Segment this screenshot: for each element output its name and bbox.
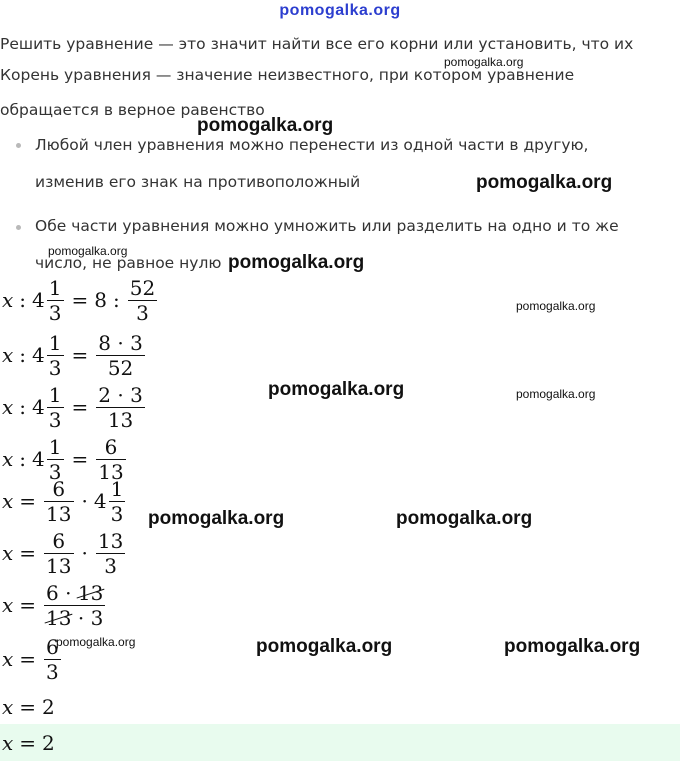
watermark: pomogalka.org	[256, 636, 393, 657]
intro-line-2: Корень уравнения — значение неизвестного, при котором уравнение	[0, 66, 575, 84]
site-logo[interactable]: pomogalka.org	[279, 2, 401, 19]
equation-step-2: x : 4 $\frac{1}{3}$ = $\frac{8 \cdot 3}{52}$	[2, 330, 143, 380]
equation-step-7: x = $\frac{6 \cdot 13}{13 \cdot 3}$	[2, 580, 104, 630]
equation-step-4: x : 4 $\frac{1}{3}$ = $\frac{6}{13}$	[2, 434, 124, 484]
watermark: pomogalka.org	[444, 55, 524, 69]
equation-step-8: x = $\frac{6}{3}$	[2, 634, 59, 684]
bullet-icon	[16, 225, 21, 230]
rule-line: изменив его знак на противоположный	[35, 173, 361, 191]
equation-step-9: x = 2	[2, 695, 55, 719]
watermark: pomogalka.org	[476, 172, 613, 193]
equation-step-3: x : 4 $\frac{1}{3}$ = $\frac{2 \cdot 3}{13}$	[2, 382, 143, 432]
bullet-icon	[16, 143, 21, 148]
rule-line: Обе части уравнения можно умножить или разделить на одно и то же	[35, 217, 619, 235]
watermark: pomogalka.org	[197, 115, 334, 136]
watermark: pomogalka.org	[396, 508, 533, 529]
rule-line: Любой член уравнения можно перенести из одной части в другую,	[35, 136, 589, 154]
final-answer: x = 2	[2, 731, 55, 755]
equation-step-6: x = $\frac{6}{13}$ · $\frac{13}{3}$	[2, 528, 124, 578]
equation-step-5: x = $\frac{6}{13}$ · 4 $\frac{1}{3}$	[2, 476, 124, 526]
watermark: pomogalka.org	[504, 636, 641, 657]
cancelled-13: 13	[46, 605, 72, 630]
answer-highlight	[0, 724, 680, 761]
watermark: pomogalka.org	[228, 252, 365, 273]
watermark: pomogalka.org	[48, 244, 128, 258]
watermark: pomogalka.org	[148, 508, 285, 529]
watermark: pomogalka.org	[516, 387, 596, 401]
watermark: pomogalka.org	[268, 379, 405, 400]
equation-step-1: x : 4 $\frac{1}{3}$ = 8 : $\frac{52}{3}$	[2, 275, 156, 325]
watermark: pomogalka.org	[56, 635, 136, 649]
rule-line: число, не равное нулю	[35, 254, 222, 272]
cancelled-13: 13	[77, 580, 104, 605]
watermark: pomogalka.org	[516, 299, 596, 313]
intro-line-1: Решить уравнение — это значит найти все его корни или установить, что их	[0, 35, 634, 53]
intro-line-3: обращается в верное равенство	[0, 101, 265, 119]
